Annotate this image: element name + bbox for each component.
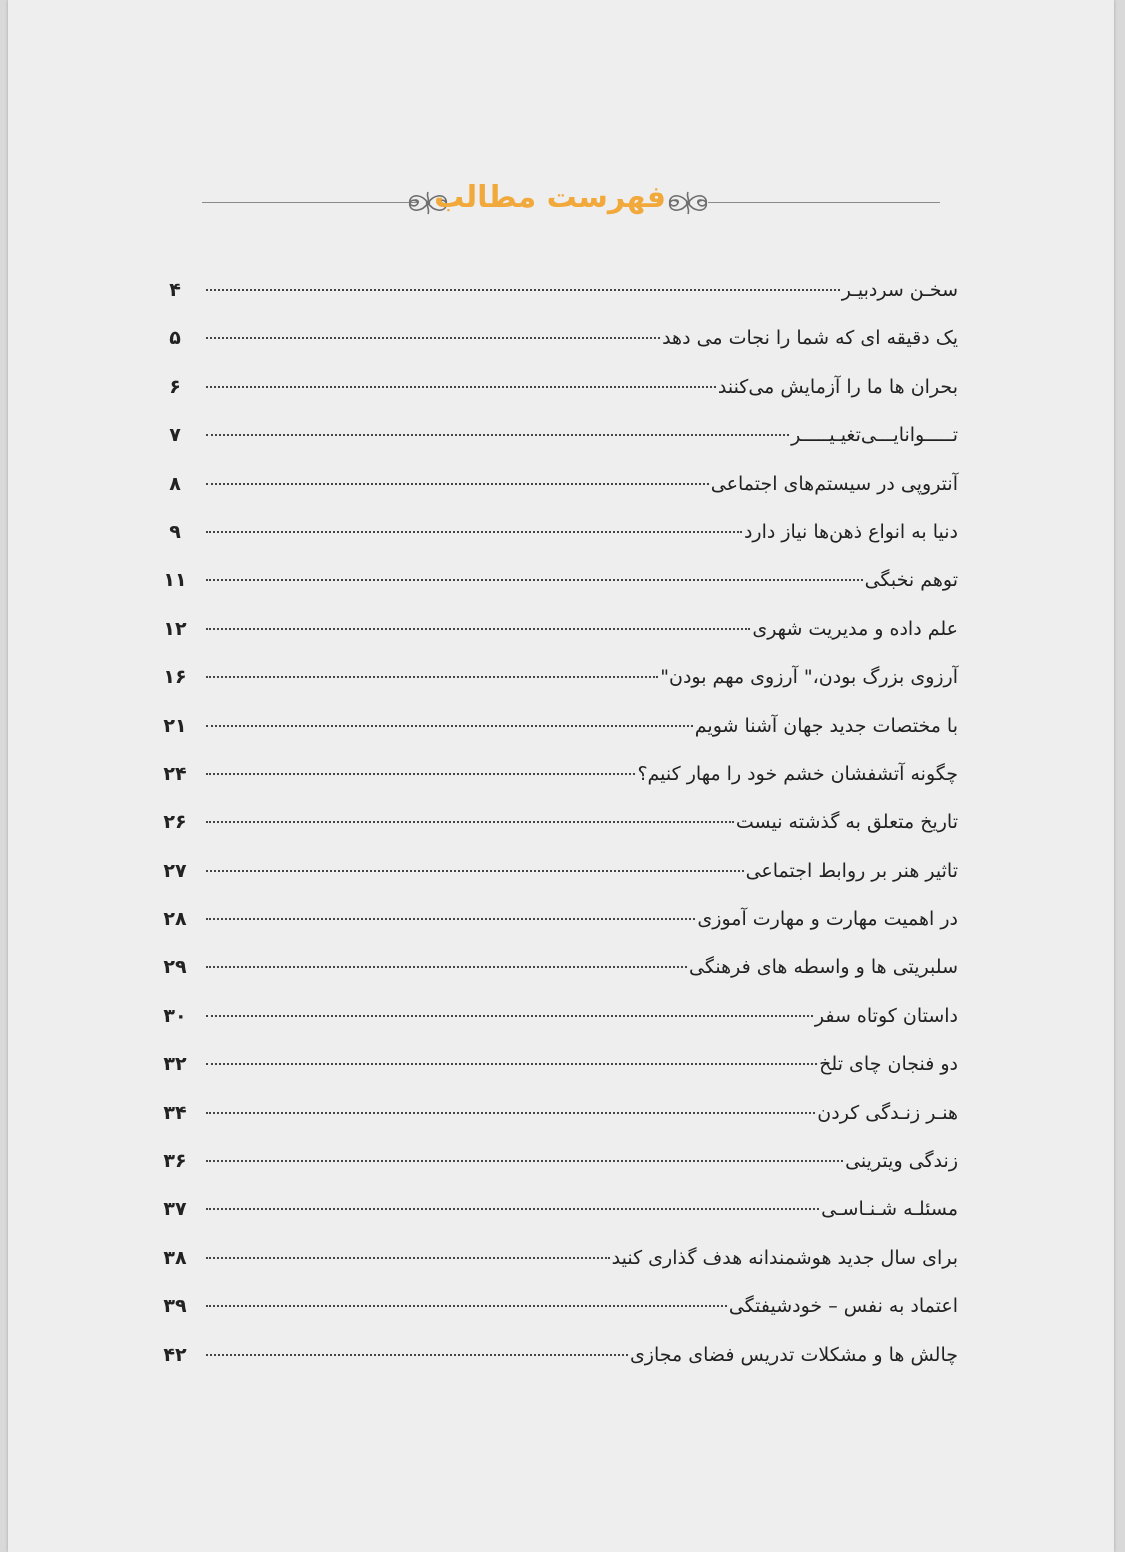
dot-leader bbox=[206, 1160, 843, 1162]
toc-entry[interactable] bbox=[158, 1282, 958, 1330]
toc-entry[interactable] bbox=[158, 1137, 958, 1185]
toc-entry-title: مسئلـه شـنـاسـی bbox=[821, 1198, 958, 1221]
toc-entry[interactable] bbox=[158, 411, 958, 459]
dot-leader bbox=[206, 918, 695, 920]
toc-entry[interactable] bbox=[158, 1234, 958, 1282]
toc-entry-title: زندگی ویترینی bbox=[845, 1150, 958, 1173]
dot-leader bbox=[206, 870, 744, 872]
dot-leader bbox=[206, 821, 734, 823]
header-rule-right bbox=[708, 202, 940, 203]
dot-leader bbox=[206, 1257, 610, 1259]
toc-entry-title: چالش ها و مشکلات تدریس فضای مجازی bbox=[629, 1343, 958, 1366]
dot-leader bbox=[206, 579, 863, 581]
toc-entry-page: ۲۷ bbox=[163, 859, 187, 882]
toc-entry-title: برای سال جدید هوشمندانه هدف گذاری کنید bbox=[611, 1246, 958, 1269]
toc-entry-title: در اهمیت مهارت و مهارت آموزی bbox=[697, 908, 958, 931]
toc-entry-page: ۶ bbox=[169, 375, 181, 398]
toc-entry-page: ۲۸ bbox=[163, 908, 187, 931]
toc-entry-page: ۲۴ bbox=[163, 762, 187, 785]
toc-entry-title: سخـن سردبیـر bbox=[841, 279, 958, 301]
toc-header bbox=[8, 170, 1114, 234]
dot-leader bbox=[206, 773, 635, 775]
toc-entry-page: ۴ bbox=[169, 279, 181, 301]
toc-entry[interactable] bbox=[158, 1089, 958, 1137]
toc-entry[interactable] bbox=[158, 895, 958, 943]
dot-leader bbox=[206, 676, 658, 678]
toc-entry-title: تاثیر هنر بر روابط اجتماعی bbox=[745, 859, 958, 882]
toc-entry-page: ۸ bbox=[169, 472, 181, 495]
dot-leader bbox=[206, 1354, 628, 1356]
toc-entry-page: ۳۴ bbox=[163, 1101, 187, 1124]
flourish-right-icon bbox=[664, 186, 712, 220]
toc-entry-title: سلبریتی ها و واسطه های فرهنگی bbox=[689, 956, 958, 979]
toc-entry-title: آنتروپی در سیستم‌های اجتماعی bbox=[710, 472, 958, 495]
toc-entry-title: تاریخ متعلق به گذشته نیست bbox=[735, 811, 958, 834]
header-rule-left bbox=[202, 202, 418, 203]
toc-entry[interactable] bbox=[158, 605, 958, 653]
toc-entry-title: علم داده و مدیریت شهری bbox=[752, 617, 958, 640]
toc-entry-page: ۳۰ bbox=[163, 1004, 187, 1027]
dot-leader bbox=[206, 531, 742, 533]
toc-entry[interactable] bbox=[158, 798, 958, 846]
toc-entry-title: چگونه آتشفشان خشم خود را مهار کنیم؟ bbox=[637, 762, 958, 785]
document-page bbox=[8, 0, 1114, 1552]
toc-entry-page: ۲۶ bbox=[163, 811, 187, 834]
dot-leader bbox=[206, 1305, 727, 1307]
toc-entry-page: ۳۶ bbox=[163, 1150, 187, 1173]
dot-leader bbox=[206, 1015, 813, 1017]
dot-leader bbox=[206, 1208, 819, 1210]
dot-leader bbox=[206, 483, 709, 485]
toc-entry-title: اعتماد به نفس – خودشیفتگی bbox=[728, 1295, 958, 1318]
toc-entry[interactable] bbox=[158, 702, 958, 750]
dot-leader bbox=[206, 1063, 817, 1065]
toc-entry[interactable] bbox=[158, 943, 958, 991]
dot-leader bbox=[206, 628, 750, 630]
dot-leader bbox=[206, 966, 687, 968]
toc-entry-page: ۲۱ bbox=[163, 714, 187, 737]
toc-entry[interactable] bbox=[158, 508, 958, 556]
toc-entry[interactable] bbox=[158, 460, 958, 508]
dot-leader bbox=[206, 337, 660, 339]
toc-entry-page: ۳۲ bbox=[163, 1053, 187, 1076]
toc-entry-page: ۱۲ bbox=[163, 617, 187, 640]
toc-entry-title: هنـر زنـدگی کردن bbox=[817, 1101, 958, 1124]
toc-entry[interactable] bbox=[158, 1331, 958, 1379]
dot-leader bbox=[206, 725, 693, 727]
toc-entry-page: ۳۹ bbox=[163, 1295, 187, 1318]
toc-entry-page: ۷ bbox=[169, 424, 181, 447]
toc-entry[interactable] bbox=[158, 750, 958, 798]
toc-entry-page: ۹ bbox=[169, 520, 181, 543]
page-title: فهرست مطالب bbox=[434, 180, 666, 215]
toc-entry[interactable] bbox=[158, 847, 958, 895]
toc-entry-title: با مختصات جدید جهان آشنا شویم bbox=[694, 714, 958, 737]
toc-entry[interactable] bbox=[158, 314, 958, 362]
toc-entry-title: تـــــوانایـــی‌تغیـیـــــر bbox=[791, 424, 958, 447]
dot-leader bbox=[206, 386, 716, 388]
toc-entry[interactable] bbox=[158, 266, 958, 314]
toc-entry-title: بحران ها ما را آزمایش می‌کنند bbox=[717, 375, 958, 398]
toc-entry[interactable] bbox=[158, 992, 958, 1040]
toc-entry[interactable] bbox=[158, 1185, 958, 1233]
dot-leader bbox=[206, 434, 789, 436]
toc-entry-title: توهم نخبگی bbox=[864, 569, 958, 592]
toc-entry-page: ۵ bbox=[169, 327, 181, 350]
toc-entry[interactable] bbox=[158, 1040, 958, 1088]
toc-entry-page: ۴۲ bbox=[163, 1343, 187, 1366]
toc-entry[interactable] bbox=[158, 556, 958, 604]
toc-entry-title: دو فنجان چای تلخ bbox=[819, 1053, 958, 1076]
toc-entry-title: دنیا به انواع ذهن‌ها نیاز دارد bbox=[743, 520, 958, 543]
toc-entry-page: ۱۱ bbox=[163, 569, 187, 592]
table-of-contents bbox=[158, 266, 958, 1379]
toc-entry-page: ۳۷ bbox=[163, 1198, 187, 1221]
toc-entry[interactable] bbox=[158, 363, 958, 411]
toc-entry-page: ۲۹ bbox=[163, 956, 187, 979]
toc-entry[interactable] bbox=[158, 653, 958, 701]
toc-entry-title: داستان کوتاه سفر bbox=[814, 1004, 958, 1027]
toc-entry-title: یک دقیقه ای که شما را نجات می دهد bbox=[662, 327, 958, 350]
toc-entry-title: آرزوی بزرگ بودن،" آرزوی مهم بودن" bbox=[660, 666, 958, 689]
dot-leader bbox=[206, 1112, 815, 1114]
toc-entry-page: ۱۶ bbox=[163, 666, 187, 689]
toc-entry-page: ۳۸ bbox=[163, 1246, 187, 1269]
dot-leader bbox=[206, 289, 840, 291]
